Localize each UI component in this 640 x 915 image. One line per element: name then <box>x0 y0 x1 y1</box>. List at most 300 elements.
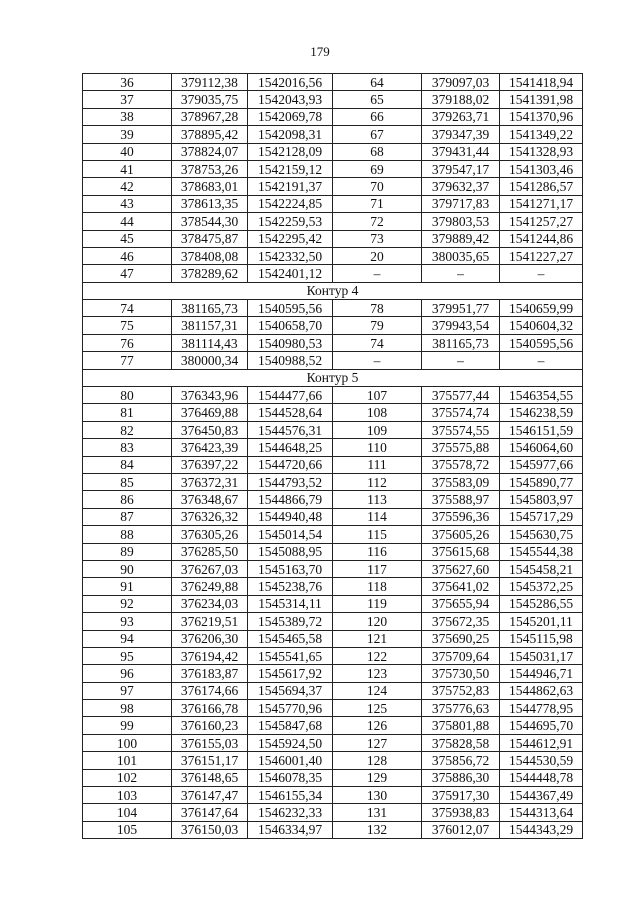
table-row <box>83 334 583 351</box>
x-coordinate-cell: 379347,39 <box>422 126 500 143</box>
table-row <box>83 387 583 404</box>
y-coordinate-cell: 1544612,91 <box>500 734 583 751</box>
table-row <box>83 91 583 108</box>
y-coordinate-cell: 1542332,50 <box>248 247 333 264</box>
x-coordinate-cell: 378824,07 <box>172 143 248 160</box>
y-coordinate-cell: 1545014,54 <box>248 526 333 543</box>
point-number-cell: 130 <box>333 787 422 804</box>
x-coordinate-cell: 376469,88 <box>172 404 248 421</box>
y-coordinate-cell: 1542016,56 <box>248 74 333 91</box>
x-coordinate-cell: 375938,83 <box>422 804 500 821</box>
point-number-cell: 45 <box>83 230 172 247</box>
point-number-cell: 108 <box>333 404 422 421</box>
point-number-cell: 66 <box>333 108 422 125</box>
point-number-cell: 82 <box>83 421 172 438</box>
table-row <box>83 265 583 282</box>
y-coordinate-cell: 1544343,29 <box>500 821 583 838</box>
x-coordinate-cell: 376194,42 <box>172 647 248 664</box>
y-coordinate-cell: 1541227,27 <box>500 247 583 264</box>
y-coordinate-cell: 1544576,31 <box>248 421 333 438</box>
x-coordinate-cell: 376285,50 <box>172 543 248 560</box>
point-number-cell: 129 <box>333 769 422 786</box>
table-row <box>83 178 583 195</box>
table-row <box>83 456 583 473</box>
table-row <box>83 578 583 595</box>
y-coordinate-cell: 1542069,78 <box>248 108 333 125</box>
point-number-cell: 101 <box>83 752 172 769</box>
point-number-cell: 95 <box>83 647 172 664</box>
x-coordinate-cell: 375856,72 <box>422 752 500 769</box>
point-number-cell: – <box>333 352 422 369</box>
y-coordinate-cell: 1546155,34 <box>248 787 333 804</box>
x-coordinate-cell: 379431,44 <box>422 143 500 160</box>
x-coordinate-cell: 376234,03 <box>172 595 248 612</box>
x-coordinate-cell: 375627,60 <box>422 560 500 577</box>
y-coordinate-cell: 1545694,37 <box>248 682 333 699</box>
y-coordinate-cell: 1542224,85 <box>248 195 333 212</box>
x-coordinate-cell: 378544,30 <box>172 213 248 230</box>
y-coordinate-cell: 1541349,22 <box>500 126 583 143</box>
x-coordinate-cell: 375574,74 <box>422 404 500 421</box>
table-row <box>83 717 583 734</box>
point-number-cell: 20 <box>333 247 422 264</box>
y-coordinate-cell: 1540604,32 <box>500 317 583 334</box>
y-coordinate-cell: 1545803,97 <box>500 491 583 508</box>
point-number-cell: 114 <box>333 508 422 525</box>
point-number-cell: 102 <box>83 769 172 786</box>
point-number-cell: 105 <box>83 821 172 838</box>
point-number-cell: 47 <box>83 265 172 282</box>
y-coordinate-cell: 1545314,11 <box>248 595 333 612</box>
y-coordinate-cell: 1545544,38 <box>500 543 583 560</box>
x-coordinate-cell: 375575,88 <box>422 439 500 456</box>
point-number-cell: 122 <box>333 647 422 664</box>
section-heading: Контур 5 <box>83 369 583 386</box>
point-number-cell: 120 <box>333 613 422 630</box>
y-coordinate-cell: 1540988,52 <box>248 352 333 369</box>
point-number-cell: 119 <box>333 595 422 612</box>
y-coordinate-cell: 1545163,70 <box>248 560 333 577</box>
x-coordinate-cell: 378475,87 <box>172 230 248 247</box>
point-number-cell: 113 <box>333 491 422 508</box>
point-number-cell: 98 <box>83 700 172 717</box>
point-number-cell: 110 <box>333 439 422 456</box>
point-number-cell: 127 <box>333 734 422 751</box>
point-number-cell: 70 <box>333 178 422 195</box>
y-coordinate-cell: 1541328,93 <box>500 143 583 160</box>
x-coordinate-cell: 376148,65 <box>172 769 248 786</box>
point-number-cell: 40 <box>83 143 172 160</box>
point-number-cell: 74 <box>333 334 422 351</box>
point-number-cell: 93 <box>83 613 172 630</box>
point-number-cell: 117 <box>333 560 422 577</box>
x-coordinate-cell: 378967,28 <box>172 108 248 125</box>
y-coordinate-cell: 1540980,53 <box>248 334 333 351</box>
y-coordinate-cell: – <box>500 265 583 282</box>
y-coordinate-cell: 1542043,93 <box>248 91 333 108</box>
table-row <box>83 821 583 838</box>
table-row <box>83 473 583 490</box>
y-coordinate-cell: 1545717,29 <box>500 508 583 525</box>
table-row <box>83 404 583 421</box>
y-coordinate-cell: 1545238,76 <box>248 578 333 595</box>
x-coordinate-cell: 375886,30 <box>422 769 500 786</box>
x-coordinate-cell: 379943,54 <box>422 317 500 334</box>
y-coordinate-cell: 1541286,57 <box>500 178 583 195</box>
x-coordinate-cell: 375578,72 <box>422 456 500 473</box>
point-number-cell: 124 <box>333 682 422 699</box>
point-number-cell: 116 <box>333 543 422 560</box>
table-row <box>83 560 583 577</box>
table-row <box>83 126 583 143</box>
point-number-cell: 94 <box>83 630 172 647</box>
y-coordinate-cell: 1545617,92 <box>248 665 333 682</box>
y-coordinate-cell: 1545031,17 <box>500 647 583 664</box>
y-coordinate-cell: 1544946,71 <box>500 665 583 682</box>
table-row <box>83 108 583 125</box>
y-coordinate-cell: 1542191,37 <box>248 178 333 195</box>
x-coordinate-cell: 375752,83 <box>422 682 500 699</box>
point-number-cell: 72 <box>333 213 422 230</box>
x-coordinate-cell: 376147,47 <box>172 787 248 804</box>
point-number-cell: 109 <box>333 421 422 438</box>
point-number-cell: 112 <box>333 473 422 490</box>
x-coordinate-cell: 381157,31 <box>172 317 248 334</box>
point-number-cell: 36 <box>83 74 172 91</box>
x-coordinate-cell: – <box>422 265 500 282</box>
point-number-cell: 118 <box>333 578 422 595</box>
table-row <box>83 439 583 456</box>
point-number-cell: 90 <box>83 560 172 577</box>
table-row <box>83 213 583 230</box>
x-coordinate-cell: 376219,51 <box>172 613 248 630</box>
point-number-cell: 87 <box>83 508 172 525</box>
x-coordinate-cell: 381165,73 <box>422 334 500 351</box>
x-coordinate-cell: 379188,02 <box>422 91 500 108</box>
point-number-cell: 123 <box>333 665 422 682</box>
x-coordinate-cell: 376343,96 <box>172 387 248 404</box>
x-coordinate-cell: 378895,42 <box>172 126 248 143</box>
point-number-cell: 65 <box>333 91 422 108</box>
x-coordinate-cell: 381165,73 <box>172 300 248 317</box>
table-row <box>83 352 583 369</box>
table-row <box>83 613 583 630</box>
table-row <box>83 508 583 525</box>
coordinates-table-body <box>83 74 583 839</box>
point-number-cell: 67 <box>333 126 422 143</box>
y-coordinate-cell: 1541271,17 <box>500 195 583 212</box>
x-coordinate-cell: 376012,07 <box>422 821 500 838</box>
x-coordinate-cell: 378408,08 <box>172 247 248 264</box>
y-coordinate-cell: 1542159,12 <box>248 160 333 177</box>
point-number-cell: 79 <box>333 317 422 334</box>
x-coordinate-cell: 379717,83 <box>422 195 500 212</box>
point-number-cell: 125 <box>333 700 422 717</box>
point-number-cell: 100 <box>83 734 172 751</box>
y-coordinate-cell: 1542128,09 <box>248 143 333 160</box>
table-row <box>83 595 583 612</box>
y-coordinate-cell: 1545924,50 <box>248 734 333 751</box>
point-number-cell: 46 <box>83 247 172 264</box>
point-number-cell: 68 <box>333 143 422 160</box>
point-number-cell: 75 <box>83 317 172 334</box>
y-coordinate-cell: 1544940,48 <box>248 508 333 525</box>
point-number-cell: 73 <box>333 230 422 247</box>
x-coordinate-cell: 376397,22 <box>172 456 248 473</box>
y-coordinate-cell: 1541244,86 <box>500 230 583 247</box>
x-coordinate-cell: 375655,94 <box>422 595 500 612</box>
point-number-cell: 71 <box>333 195 422 212</box>
x-coordinate-cell: 375801,88 <box>422 717 500 734</box>
y-coordinate-cell: 1544530,59 <box>500 752 583 769</box>
y-coordinate-cell: 1546151,59 <box>500 421 583 438</box>
y-coordinate-cell: 1540595,56 <box>248 300 333 317</box>
point-number-cell: 86 <box>83 491 172 508</box>
x-coordinate-cell: 376450,83 <box>172 421 248 438</box>
x-coordinate-cell: 379632,37 <box>422 178 500 195</box>
x-coordinate-cell: 379803,53 <box>422 213 500 230</box>
y-coordinate-cell: 1542295,42 <box>248 230 333 247</box>
x-coordinate-cell: 375828,58 <box>422 734 500 751</box>
x-coordinate-cell: 375583,09 <box>422 473 500 490</box>
table-row <box>83 769 583 786</box>
y-coordinate-cell: – <box>500 352 583 369</box>
table-row <box>83 421 583 438</box>
x-coordinate-cell: 379097,03 <box>422 74 500 91</box>
x-coordinate-cell: 376305,26 <box>172 526 248 543</box>
x-coordinate-cell: 375641,02 <box>422 578 500 595</box>
y-coordinate-cell: 1544528,64 <box>248 404 333 421</box>
y-coordinate-cell: 1544720,66 <box>248 456 333 473</box>
table-row <box>83 700 583 717</box>
x-coordinate-cell: 380035,65 <box>422 247 500 264</box>
y-coordinate-cell: 1546064,60 <box>500 439 583 456</box>
table-row <box>83 665 583 682</box>
table-row <box>83 630 583 647</box>
x-coordinate-cell: 378289,62 <box>172 265 248 282</box>
point-number-cell: 91 <box>83 578 172 595</box>
point-number-cell: 76 <box>83 334 172 351</box>
x-coordinate-cell: 379951,77 <box>422 300 500 317</box>
y-coordinate-cell: 1546334,97 <box>248 821 333 838</box>
point-number-cell: 44 <box>83 213 172 230</box>
x-coordinate-cell: 375672,35 <box>422 613 500 630</box>
x-coordinate-cell: 375574,55 <box>422 421 500 438</box>
table-row <box>83 752 583 769</box>
table-row <box>83 247 583 264</box>
page-number: 179 <box>310 44 330 59</box>
x-coordinate-cell: 378683,01 <box>172 178 248 195</box>
table-row <box>83 143 583 160</box>
y-coordinate-cell: 1544313,64 <box>500 804 583 821</box>
y-coordinate-cell: 1544793,52 <box>248 473 333 490</box>
table-row <box>83 74 583 91</box>
x-coordinate-cell: 376249,88 <box>172 578 248 595</box>
point-number-cell: 111 <box>333 456 422 473</box>
x-coordinate-cell: 376151,17 <box>172 752 248 769</box>
y-coordinate-cell: 1541391,98 <box>500 91 583 108</box>
point-number-cell: 115 <box>333 526 422 543</box>
x-coordinate-cell: 376166,78 <box>172 700 248 717</box>
y-coordinate-cell: 1544448,78 <box>500 769 583 786</box>
point-number-cell: 64 <box>333 74 422 91</box>
y-coordinate-cell: 1544866,79 <box>248 491 333 508</box>
point-number-cell: 74 <box>83 300 172 317</box>
y-coordinate-cell: 1546238,59 <box>500 404 583 421</box>
y-coordinate-cell: 1545541,65 <box>248 647 333 664</box>
y-coordinate-cell: 1545389,72 <box>248 613 333 630</box>
point-number-cell: 126 <box>333 717 422 734</box>
table-row <box>83 300 583 317</box>
point-number-cell: 92 <box>83 595 172 612</box>
y-coordinate-cell: 1544477,66 <box>248 387 333 404</box>
x-coordinate-cell: 375730,50 <box>422 665 500 682</box>
point-number-cell: 43 <box>83 195 172 212</box>
x-coordinate-cell: 379035,75 <box>172 91 248 108</box>
y-coordinate-cell: 1544695,70 <box>500 717 583 734</box>
y-coordinate-cell: 1546078,35 <box>248 769 333 786</box>
point-number-cell: 88 <box>83 526 172 543</box>
point-number-cell: 85 <box>83 473 172 490</box>
y-coordinate-cell: 1545847,68 <box>248 717 333 734</box>
point-number-cell: 96 <box>83 665 172 682</box>
y-coordinate-cell: 1542098,31 <box>248 126 333 143</box>
table-row <box>83 195 583 212</box>
x-coordinate-cell: 376147,64 <box>172 804 248 821</box>
point-number-cell: 103 <box>83 787 172 804</box>
point-number-cell: 84 <box>83 456 172 473</box>
x-coordinate-cell: 379112,38 <box>172 74 248 91</box>
table-row <box>83 804 583 821</box>
point-number-cell: 132 <box>333 821 422 838</box>
point-number-cell: 131 <box>333 804 422 821</box>
table-row <box>83 543 583 560</box>
x-coordinate-cell: 380000,34 <box>172 352 248 369</box>
y-coordinate-cell: 1541418,94 <box>500 74 583 91</box>
y-coordinate-cell: 1540659,99 <box>500 300 583 317</box>
y-coordinate-cell: 1545977,66 <box>500 456 583 473</box>
point-number-cell: 77 <box>83 352 172 369</box>
y-coordinate-cell: 1545286,55 <box>500 595 583 612</box>
y-coordinate-cell: 1545201,11 <box>500 613 583 630</box>
y-coordinate-cell: 1542401,12 <box>248 265 333 282</box>
x-coordinate-cell: 379547,17 <box>422 160 500 177</box>
y-coordinate-cell: 1545115,98 <box>500 630 583 647</box>
x-coordinate-cell: 376155,03 <box>172 734 248 751</box>
point-number-cell: 41 <box>83 160 172 177</box>
point-number-cell: 80 <box>83 387 172 404</box>
x-coordinate-cell: 375588,97 <box>422 491 500 508</box>
x-coordinate-cell: 375709,64 <box>422 647 500 664</box>
point-number-cell: 128 <box>333 752 422 769</box>
point-number-cell: 42 <box>83 178 172 195</box>
table-row <box>83 160 583 177</box>
y-coordinate-cell: 1545088,95 <box>248 543 333 560</box>
x-coordinate-cell: 376267,03 <box>172 560 248 577</box>
y-coordinate-cell: 1540658,70 <box>248 317 333 334</box>
section-row <box>83 282 583 299</box>
x-coordinate-cell: 381114,43 <box>172 334 248 351</box>
y-coordinate-cell: 1546354,55 <box>500 387 583 404</box>
point-number-cell: 83 <box>83 439 172 456</box>
y-coordinate-cell: 1544648,25 <box>248 439 333 456</box>
table-row <box>83 734 583 751</box>
x-coordinate-cell: 375605,26 <box>422 526 500 543</box>
point-number-cell: 99 <box>83 717 172 734</box>
table-row <box>83 682 583 699</box>
coordinates-table <box>82 73 583 839</box>
point-number-cell: 69 <box>333 160 422 177</box>
x-coordinate-cell: 378613,35 <box>172 195 248 212</box>
x-coordinate-cell: 375690,25 <box>422 630 500 647</box>
y-coordinate-cell: 1545630,75 <box>500 526 583 543</box>
point-number-cell: 97 <box>83 682 172 699</box>
point-number-cell: 78 <box>333 300 422 317</box>
point-number-cell: 121 <box>333 630 422 647</box>
y-coordinate-cell: 1545770,96 <box>248 700 333 717</box>
y-coordinate-cell: 1545465,58 <box>248 630 333 647</box>
point-number-cell: 107 <box>333 387 422 404</box>
x-coordinate-cell: 375596,36 <box>422 508 500 525</box>
table-row <box>83 317 583 334</box>
y-coordinate-cell: 1546232,33 <box>248 804 333 821</box>
x-coordinate-cell: 376423,39 <box>172 439 248 456</box>
x-coordinate-cell: 376206,30 <box>172 630 248 647</box>
point-number-cell: 38 <box>83 108 172 125</box>
x-coordinate-cell: 376348,67 <box>172 491 248 508</box>
point-number-cell: 39 <box>83 126 172 143</box>
y-coordinate-cell: 1546001,40 <box>248 752 333 769</box>
table-row <box>83 491 583 508</box>
table-row <box>83 526 583 543</box>
table-row <box>83 787 583 804</box>
section-row <box>83 369 583 386</box>
x-coordinate-cell: – <box>422 352 500 369</box>
y-coordinate-cell: 1541370,96 <box>500 108 583 125</box>
point-number-cell: 89 <box>83 543 172 560</box>
y-coordinate-cell: 1540595,56 <box>500 334 583 351</box>
y-coordinate-cell: 1541303,46 <box>500 160 583 177</box>
y-coordinate-cell: 1542259,53 <box>248 213 333 230</box>
y-coordinate-cell: 1545372,25 <box>500 578 583 595</box>
table-row <box>83 230 583 247</box>
x-coordinate-cell: 379263,71 <box>422 108 500 125</box>
point-number-cell: 37 <box>83 91 172 108</box>
table-row <box>83 647 583 664</box>
section-heading: Контур 4 <box>83 282 583 299</box>
y-coordinate-cell: 1544862,63 <box>500 682 583 699</box>
y-coordinate-cell: 1545458,21 <box>500 560 583 577</box>
x-coordinate-cell: 375615,68 <box>422 543 500 560</box>
x-coordinate-cell: 376183,87 <box>172 665 248 682</box>
x-coordinate-cell: 378753,26 <box>172 160 248 177</box>
x-coordinate-cell: 376372,31 <box>172 473 248 490</box>
y-coordinate-cell: 1541257,27 <box>500 213 583 230</box>
point-number-cell: – <box>333 265 422 282</box>
x-coordinate-cell: 376150,03 <box>172 821 248 838</box>
x-coordinate-cell: 375776,63 <box>422 700 500 717</box>
x-coordinate-cell: 376160,23 <box>172 717 248 734</box>
y-coordinate-cell: 1544367,49 <box>500 787 583 804</box>
point-number-cell: 81 <box>83 404 172 421</box>
x-coordinate-cell: 375577,44 <box>422 387 500 404</box>
x-coordinate-cell: 379889,42 <box>422 230 500 247</box>
y-coordinate-cell: 1544778,95 <box>500 700 583 717</box>
y-coordinate-cell: 1545890,77 <box>500 473 583 490</box>
x-coordinate-cell: 376326,32 <box>172 508 248 525</box>
x-coordinate-cell: 375917,30 <box>422 787 500 804</box>
x-coordinate-cell: 376174,66 <box>172 682 248 699</box>
